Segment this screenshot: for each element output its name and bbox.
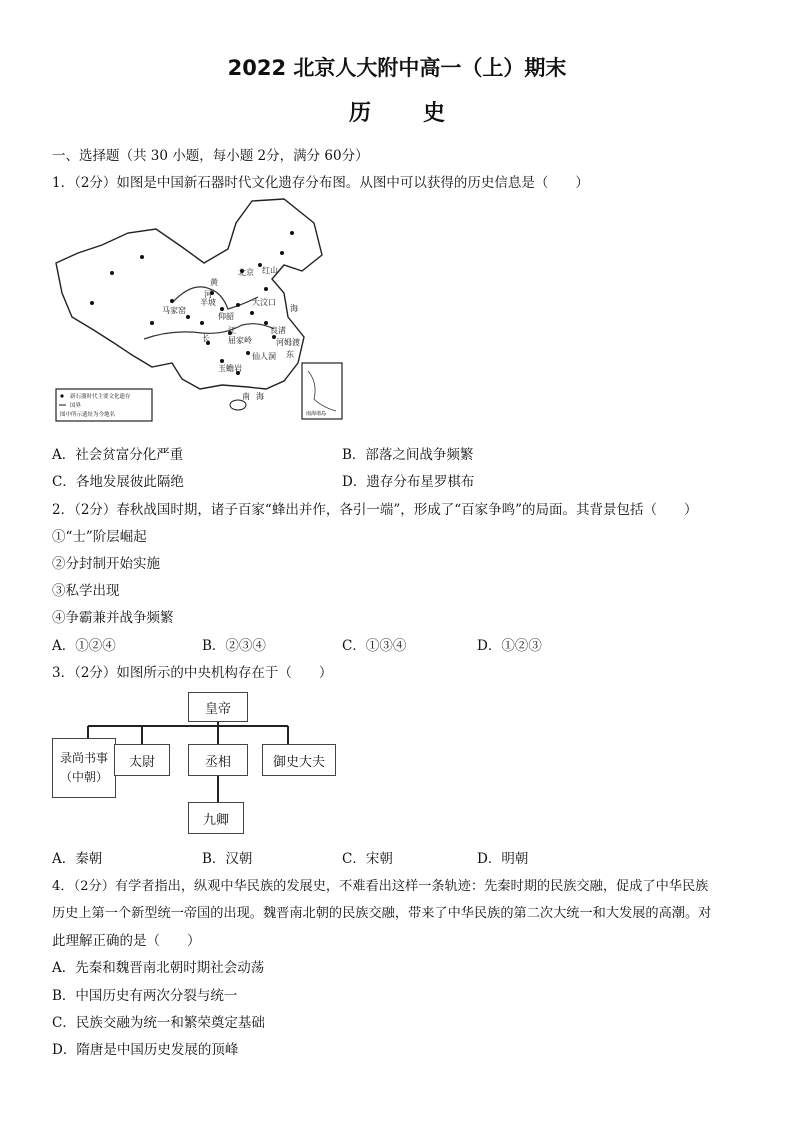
map-label-beijing: 北京: [238, 268, 254, 277]
inset-label: 南海诸岛: [306, 411, 327, 417]
q2-item-1: ①“士”阶层崛起: [52, 529, 147, 545]
map-label-he: 河: [204, 290, 212, 299]
map-label-liangzhu: 良渚: [270, 326, 286, 335]
q2-item-2: ②分封制开始实施: [52, 556, 160, 572]
legend-sites: 新石器时代主要文化遗存: [70, 394, 131, 400]
q4-option-a[interactable]: A．先秦和魏晋南北朝时期社会动荡: [52, 960, 265, 976]
q3-stem: 3．（2分）如图所示的中央机构存在于（ ）: [52, 665, 333, 681]
map-label-south: 南: [242, 392, 250, 401]
box-taiwei: 太尉: [114, 744, 170, 776]
q4-option-b[interactable]: B．中国历史有两次分裂与统一: [52, 988, 238, 1004]
q4-stem-line2: 历史上第一个新型统一帝国的出现。魏晋南北朝的民族交融，带来了中华民族的第二次大统一和大发展的高潮。对: [52, 906, 712, 921]
neolithic-sites-map: [52, 193, 352, 423]
map-label-huang: 黄: [210, 278, 218, 287]
map-label-majiayao: 马家窑: [162, 306, 186, 315]
box-luguan-line2: （中朝）: [59, 770, 108, 784]
legend-note: 图中所示遗址为今地名: [60, 412, 116, 418]
map-label-jiang: 江: [228, 326, 236, 335]
q4-option-d[interactable]: D．隋唐是中国历史发展的顶峰: [52, 1042, 239, 1058]
q2-item-3: ③私学出现: [52, 583, 120, 599]
map-label-east: 东: [286, 350, 294, 359]
q3-option-a[interactable]: A．秦朝: [52, 851, 103, 867]
map-label-qujialing: 屈家岭: [228, 336, 252, 345]
q1-option-c[interactable]: C．各地发展彼此隔绝: [52, 474, 184, 490]
q1-option-a[interactable]: A．社会贫富分化严重: [52, 447, 184, 463]
q2-option-c[interactable]: C．①③④: [342, 638, 407, 654]
map-label-yuchanyan: 玉蟾岩: [218, 364, 242, 373]
map-label-xianrendong: 仙人洞: [252, 352, 276, 361]
q2-option-b[interactable]: B．②③④: [202, 638, 266, 654]
map-label-hongshan: 红山: [262, 266, 278, 275]
box-luguan: [52, 738, 116, 798]
exam-subject: 历史: [348, 101, 497, 126]
q1-option-d[interactable]: D．遗存分布星罗棋布: [342, 474, 475, 490]
map-label-dawenkou: 大汶口: [252, 298, 276, 307]
map-label-chang: 长: [202, 334, 210, 343]
q3-option-b[interactable]: B．汉朝: [202, 851, 253, 867]
q2-item-4: ④争霸兼并战争频繁: [52, 610, 174, 626]
q1-stem: 1．（2分）如图是中国新石器时代文化遗存分布图。从图中可以获得的历史信息是（ ）: [52, 175, 589, 191]
map-border: [56, 199, 322, 389]
box-chengxiang: 丞相: [188, 744, 248, 776]
box-yushi: 御史大夫: [262, 744, 336, 776]
box-jiuqing: 九卿: [188, 802, 244, 834]
map-label-yangshao: 仰韶: [218, 312, 234, 321]
q2-option-a[interactable]: A．①②④: [52, 638, 116, 654]
legend-border: 国界: [70, 403, 82, 409]
q2-option-d[interactable]: D．①②③: [477, 638, 542, 654]
exam-title: 2022 北京人大附中高一（上）期末: [227, 56, 567, 80]
central-government-chart: [52, 690, 342, 840]
q4-option-c[interactable]: C．民族交融为统一和繁荣奠定基础: [52, 1015, 265, 1031]
q2-stem: 2．（2分）春秋战国时期，诸子百家“蜂出并作，各引一端”，形成了“百家争鸣”的局面。其背景包括（ ）: [52, 502, 698, 518]
section-heading: 一、选择题（共 30 小题，每小题 2分，满分 60分）: [52, 148, 369, 164]
map-label-hemudu: 河姆渡: [276, 338, 300, 347]
hainan-island: [230, 400, 246, 410]
map-label-sea1: 海: [290, 304, 298, 313]
q1-option-b[interactable]: B．部落之间战争频繁: [342, 447, 474, 463]
q4-stem-line1: 4．（2分）有学者指出，纵观中华民族的发展史，不难看出这样一条轨迹：先秦时期的民族交融，促成了中华民族: [52, 879, 709, 894]
box-luguan-line1: 录尚书事: [59, 751, 108, 765]
q4-stem-line3: 此理解正确的是（ ）: [52, 933, 201, 949]
box-emperor: 皇帝: [188, 692, 248, 722]
q3-option-c[interactable]: C．宋朝: [342, 851, 393, 867]
map-label-sea2: 海: [256, 392, 264, 401]
map-label-banpo: 半坡: [200, 298, 216, 307]
q3-option-d[interactable]: D．明朝: [477, 851, 529, 867]
